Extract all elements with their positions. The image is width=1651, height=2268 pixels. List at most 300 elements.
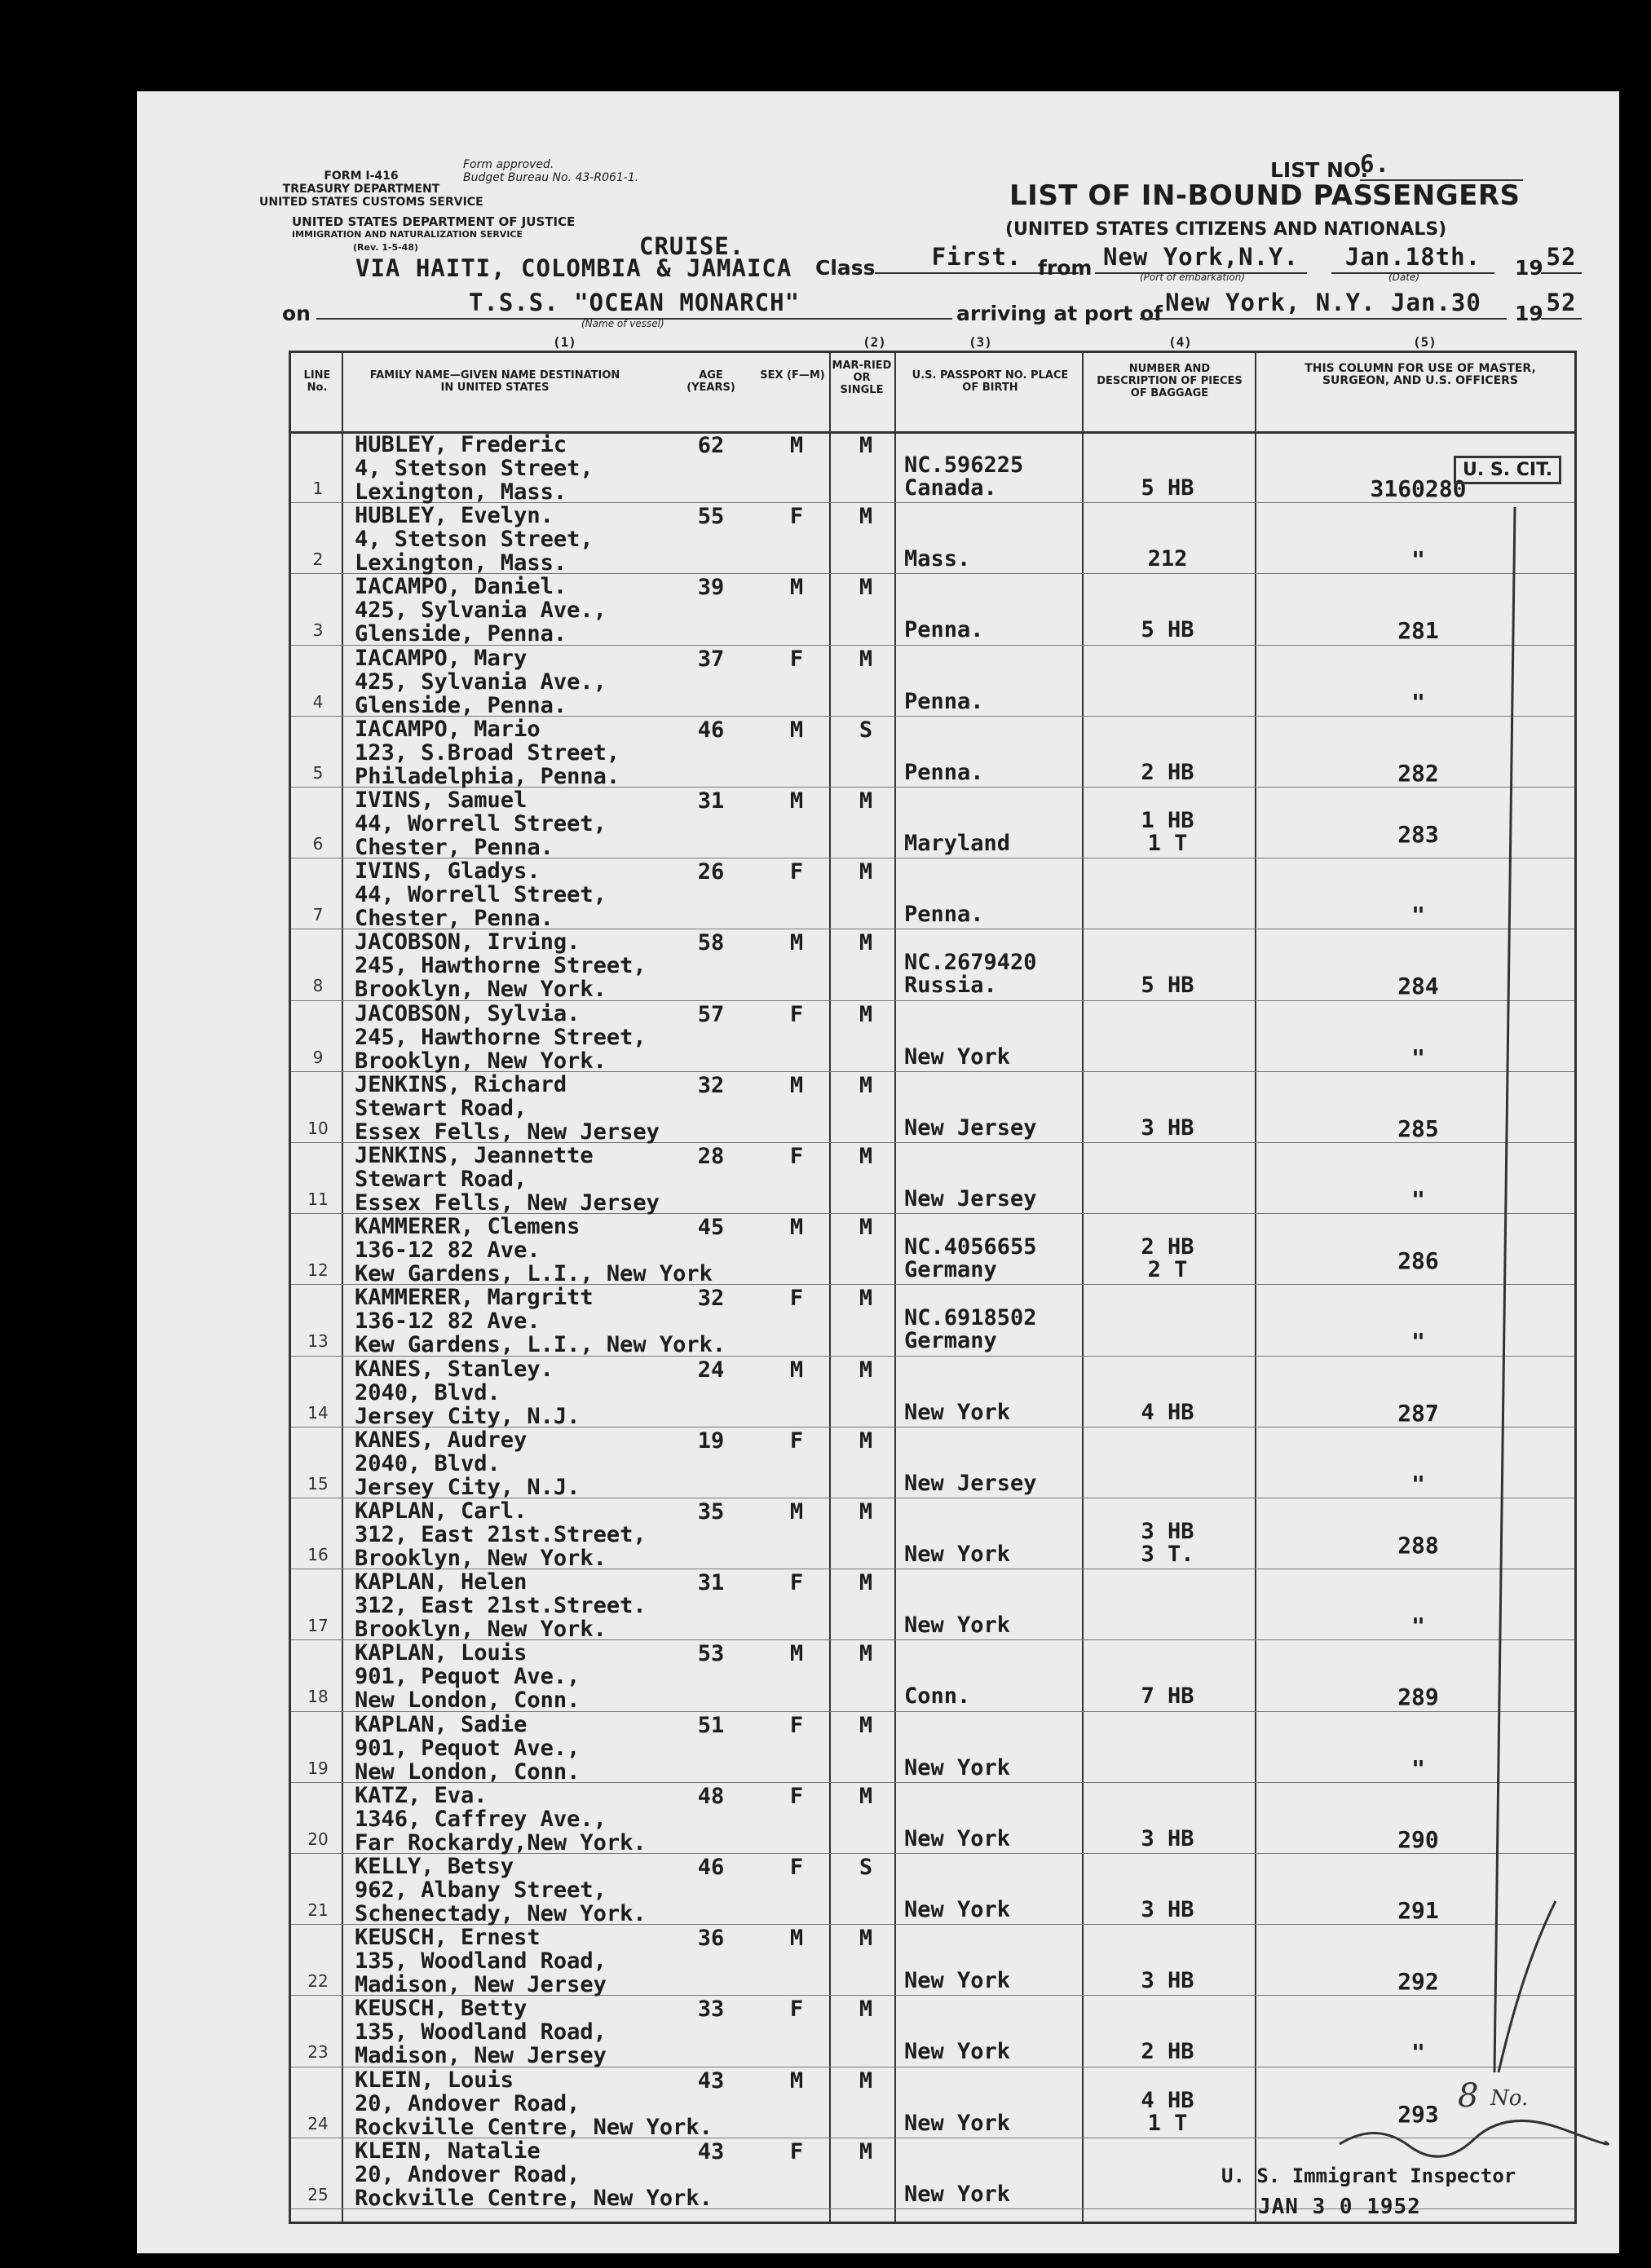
treasury-dept: TREASURY DEPARTMENT [282, 183, 440, 196]
passport-birthplace [904, 688, 1075, 714]
age: 37 [697, 646, 725, 672]
line-number: 9 [312, 1047, 324, 1067]
passenger-name-address [355, 1997, 713, 2067]
passport-birthplace [904, 619, 1075, 642]
address-line: Brooklyn, New York. [355, 1617, 607, 1643]
header-sex: SEX (F—M) [760, 369, 825, 382]
marital-status: S [859, 717, 873, 743]
cruise-label: CRUISE. [639, 232, 745, 260]
passenger-name: IACAMPO, Mary [355, 645, 528, 671]
marital-status: M [859, 433, 873, 458]
address-line: Chester, Penna. [355, 906, 554, 932]
line-number: 3 [312, 620, 324, 641]
marital-status: M [859, 1641, 873, 1667]
form-approved: Form approved. [463, 158, 554, 171]
passenger-name-address [355, 1428, 713, 1499]
marital-status: M [859, 575, 873, 601]
passenger-name: KAPLAN, Carl. [355, 1498, 528, 1524]
column-number: (2) [863, 334, 886, 350]
baggage [1086, 1520, 1249, 1566]
header-line-no: LINE No. [303, 369, 331, 394]
vessel-caption: (Name of vessel) [581, 318, 664, 329]
address-line: Rockville Centre, New York. [355, 2185, 713, 2211]
passport-birthplace [904, 1114, 1075, 1141]
sex: F [789, 859, 804, 885]
table-row [291, 2067, 1574, 2138]
line-number: 4 [312, 691, 324, 712]
officer-notes: " [1411, 1186, 1425, 1213]
baggage-line: 7 HB [1141, 1683, 1194, 1710]
line-number: 12 [307, 1260, 329, 1281]
address-line: Chester, Penna. [355, 835, 554, 860]
line-number: 19 [307, 1758, 329, 1778]
passport-line: NC.2679420 [904, 950, 1037, 976]
list-no-label: LIST NO. [1270, 158, 1369, 182]
passenger-name-address [355, 717, 713, 788]
marital-status: M [859, 1072, 873, 1098]
marital-status: M [859, 1144, 873, 1169]
address-line: 20, Andover Road, [355, 2161, 580, 2187]
address-line: 136-12 82 Ave. [355, 1308, 541, 1335]
address-line: Rockville Centre, New York. [355, 2114, 713, 2140]
vessel-name: T.S.S. "OCEAN MONARCH" [316, 289, 952, 320]
sex: M [789, 788, 804, 814]
sex: M [789, 433, 804, 458]
passport-line: NC.6918502 [904, 1305, 1037, 1331]
table-row [291, 1995, 1574, 2067]
passenger-name: IACAMPO, Mario [355, 716, 541, 742]
table-row [291, 645, 1574, 717]
baggage-line: 5 HB [1141, 973, 1194, 999]
age: 36 [697, 1926, 725, 1952]
baggage-line: 3 HB [1141, 1825, 1194, 1851]
passport-line: Penna. [904, 617, 984, 643]
age: 28 [697, 1144, 725, 1169]
passport-line: Penna. [904, 902, 984, 928]
punch-hole [39, 140, 90, 191]
baggage [1086, 1899, 1249, 1922]
age: 57 [697, 1001, 725, 1027]
class-label: Class [815, 256, 876, 280]
address-line: 44, Worrell Street, [355, 811, 607, 836]
justice-dept: UNITED STATES DEPARTMENT OF JUSTICE [292, 214, 576, 229]
officer-notes: " [1411, 1044, 1425, 1071]
passport-birthplace [904, 548, 1075, 571]
passenger-name: KAMMERER, Margritt [355, 1285, 594, 1311]
passport-birthplace [904, 1046, 1075, 1069]
table-row [291, 502, 1574, 574]
passenger-name-address [355, 1499, 713, 1570]
officer-notes: " [1411, 688, 1425, 716]
passport-line: New York [904, 1399, 1011, 1425]
passenger-name-address [355, 2068, 713, 2139]
date-stamp: JAN 3 0 1952 [1258, 2195, 1421, 2219]
ins-service: IMMIGRATION AND NATURALIZATION SERVICE [292, 229, 523, 240]
passenger-name-address [355, 1357, 713, 1428]
passenger-name: JENKINS, Jeannette [355, 1143, 594, 1168]
sex: M [789, 1641, 804, 1667]
address-line: Jersey City, N.J. [355, 1403, 580, 1429]
passport-line: Germany [904, 1328, 997, 1354]
address-line: 20, Andover Road, [355, 2090, 580, 2116]
officer-notes: " [1411, 1613, 1425, 1640]
marital-status: M [859, 1427, 873, 1454]
baggage [1086, 2089, 1249, 2135]
passenger-name: HUBLEY, Frederic [355, 432, 567, 457]
baggage-line: 2 HB [1141, 759, 1194, 785]
sex: F [789, 1855, 804, 1880]
sex: F [789, 1144, 804, 1169]
line-number: 17 [307, 1616, 329, 1636]
passenger-name: JACOBSON, Irving. [355, 929, 580, 955]
sex: M [789, 2067, 804, 2094]
address-line: 312, East 21st.Street, [355, 1522, 647, 1547]
passport-birthplace [904, 1401, 1075, 1424]
table-row [291, 1071, 1574, 1143]
document-title: LIST OF IN-BOUND PASSENGERS [1009, 179, 1521, 212]
baggage-line: 3 HB [1141, 1897, 1194, 1922]
passenger-name-address [355, 1713, 713, 1784]
baggage-line: 2 HB [1141, 2039, 1194, 2065]
baggage [1086, 619, 1249, 642]
passenger-name-address [355, 859, 713, 930]
punch-hole [39, 2174, 90, 2225]
handwritten-page-no: 8 [1458, 2077, 1479, 2115]
address-line: Essex Fells, New Jersey [355, 1190, 660, 1216]
address-line: 901, Pequot Ave., [355, 1735, 580, 1761]
passenger-name: KAPLAN, Louis [355, 1640, 528, 1666]
address-line: 312, East 21st.Street. [355, 1593, 647, 1619]
officer-notes: 283 [1397, 821, 1439, 848]
column-number: (4) [1168, 334, 1192, 350]
address-line: 135, Woodland Road, [355, 2019, 607, 2045]
passenger-name: KANES, Stanley. [355, 1356, 554, 1382]
punch-hole [39, 1290, 90, 1340]
passenger-name: KEUSCH, Betty [355, 1996, 528, 2022]
table-header [291, 353, 1574, 434]
line-number: 7 [312, 905, 324, 925]
age: 19 [697, 1427, 725, 1454]
officer-notes: 3160280 [1370, 475, 1467, 502]
marital-status: M [859, 2067, 873, 2094]
passport-line: New York [904, 1542, 1011, 1567]
table-row [291, 1569, 1574, 1643]
address-line: Glenside, Penna. [355, 621, 567, 647]
age: 43 [697, 2138, 725, 2164]
passenger-name-address [355, 788, 713, 859]
baggage-line: 2 HB [1141, 1234, 1194, 1260]
marital-status: M [859, 859, 873, 885]
passport-line: Canada. [904, 475, 997, 501]
address-line: Kew Gardens, L.I., New York [355, 1261, 713, 1287]
passport-birthplace [904, 903, 1075, 926]
passenger-name-address [355, 1926, 713, 1997]
address-line: 135, Woodland Road, [355, 1948, 607, 1975]
header-age: AGE (YEARS) [686, 369, 735, 394]
table-row [291, 787, 1574, 858]
passport-line: Russia. [904, 973, 997, 999]
sex: M [789, 1215, 804, 1241]
address-line: 2040, Blvd. [355, 1450, 501, 1476]
arrival-year: 52 [1541, 289, 1582, 320]
form-number: FORM I-416 [324, 170, 399, 183]
sex: F [789, 1712, 804, 1738]
table-row [291, 1213, 1574, 1285]
baggage-line: 4 HB [1141, 1399, 1194, 1425]
column-number: (1) [553, 334, 576, 350]
baggage-line: 5 HB [1141, 617, 1194, 643]
age: 62 [697, 433, 725, 458]
address-line: Essex Fells, New Jersey [355, 1119, 660, 1145]
baggage-line: 3 HB [1141, 1519, 1194, 1544]
passenger-name: KAMMERER, Clemens [355, 1214, 580, 1240]
address-line: 4, Stetson Street, [355, 527, 594, 553]
passport-line: Penna. [904, 759, 984, 785]
approval-block [463, 158, 732, 184]
baggage [1086, 761, 1249, 784]
passport-line: NC.4056655 [904, 1234, 1037, 1260]
age: 45 [697, 1215, 725, 1241]
line-number: 25 [307, 2184, 329, 2204]
address-line: Madison, New Jersey [355, 1972, 607, 1998]
address-line: 136-12 82 Ave. [355, 1238, 541, 1264]
officer-notes: " [1411, 1470, 1425, 1498]
address-line: 245, Hawthorne Street, [355, 953, 647, 979]
baggage-line: 1 T [1147, 2110, 1188, 2136]
age: 58 [697, 930, 725, 956]
passport-line: Maryland [904, 831, 1011, 856]
marital-status: M [859, 1926, 873, 1952]
on-label: on [282, 302, 311, 325]
passport-line: NC.596225 [904, 452, 1024, 478]
line-number: 20 [307, 1829, 329, 1849]
table-row [291, 1356, 1574, 1427]
port-caption: (Port of embarkation) [1140, 271, 1246, 283]
age: 46 [697, 1855, 725, 1880]
baggage-line: 1 HB [1141, 808, 1194, 833]
sex: M [789, 575, 804, 601]
officer-notes: 290 [1397, 1825, 1439, 1853]
passport-line: New York [904, 1044, 1011, 1070]
officer-notes: " [1411, 1328, 1425, 1356]
line-number: 10 [307, 1118, 329, 1138]
class-value: First. [875, 243, 1079, 274]
passport-birthplace [904, 1543, 1075, 1566]
address-line: 123, S.Broad Street, [355, 739, 620, 766]
date-caption: (Date) [1388, 271, 1420, 283]
marital-status: M [859, 1215, 873, 1241]
handwritten-no: No. [1490, 2086, 1529, 2111]
sex: F [789, 1427, 804, 1454]
table-row [291, 716, 1574, 788]
punch-hole [39, 1143, 90, 1194]
age: 33 [697, 1997, 725, 2023]
passenger-name-address [355, 504, 713, 575]
passenger-name: KLEIN, Natalie [355, 2138, 541, 2164]
marital-status: S [859, 1855, 873, 1880]
document-subtitle: (UNITED STATES CITIZENS AND NATIONALS) [1005, 219, 1447, 240]
age: 35 [697, 1499, 725, 1525]
officer-notes: 291 [1397, 1897, 1439, 1924]
sex: F [789, 504, 804, 530]
age: 31 [697, 788, 725, 814]
passport-line: Penna. [904, 688, 984, 714]
passport-birthplace [904, 2112, 1075, 2135]
age: 55 [697, 504, 725, 530]
passport-birthplace [904, 2183, 1075, 2206]
header-passport: U.S. PASSPORT NO. PLACE OF BIRTH [912, 369, 1069, 394]
manifest-page [137, 91, 1619, 2253]
address-line: Stewart Road, [355, 1095, 528, 1121]
passport-birthplace [904, 1614, 1075, 1637]
baggage-line: 2 T [1147, 1257, 1188, 1283]
sex: M [789, 930, 804, 956]
passenger-name-address [355, 1215, 713, 1286]
line-number: 11 [307, 1189, 329, 1209]
baggage [1086, 1236, 1249, 1282]
passenger-name-address [355, 1641, 713, 1712]
table-row [291, 1924, 1574, 1996]
table-row [291, 858, 1574, 932]
sex: M [789, 717, 804, 743]
line-number: 23 [307, 2042, 329, 2063]
baggage [1086, 1970, 1249, 1992]
passenger-name: KAPLAN, Helen [355, 1569, 528, 1595]
officer-notes: " [1411, 546, 1425, 574]
officer-notes: " [1411, 2039, 1425, 2067]
address-line: 44, Worrell Street, [355, 882, 607, 908]
sex: F [789, 1783, 804, 1809]
baggage-line: 5 HB [1141, 475, 1194, 501]
sex: M [789, 1357, 804, 1383]
header-baggage: NUMBER AND DESCRIPTION OF PIECES OF BAGGAGE [1097, 363, 1243, 399]
passenger-name: IVINS, Samuel [355, 788, 528, 813]
baggage-line: 3 T. [1141, 1542, 1194, 1567]
baggage [1086, 2041, 1249, 2063]
passport-birthplace [904, 1685, 1075, 1708]
passport-birthplace [904, 1970, 1075, 1992]
us-citizen-stamp: U. S. CIT. [1454, 456, 1561, 484]
column-number: (5) [1413, 334, 1437, 350]
officer-notes: 285 [1397, 1114, 1439, 1142]
officer-notes: 286 [1397, 1247, 1439, 1275]
age: 31 [697, 1570, 725, 1596]
age: 46 [697, 717, 725, 743]
passport-birthplace [904, 2041, 1075, 2063]
address-line: Brooklyn, New York. [355, 1048, 607, 1074]
passport-line: New York [904, 2039, 1011, 2065]
arrival-port-date: New York, N.Y. Jan.30 [1140, 289, 1507, 320]
line-number: 15 [307, 1473, 329, 1494]
sex: M [789, 1926, 804, 1952]
age: 24 [697, 1357, 725, 1383]
header-name: FAMILY NAME—GIVEN NAME DESTINATION IN UNITED STATES [369, 369, 620, 394]
table-row [291, 573, 1574, 645]
marital-status: M [859, 504, 873, 530]
address-line: 962, Albany Street, [355, 1877, 607, 1903]
sex: F [789, 646, 804, 672]
year-prefix: 19 [1515, 302, 1543, 325]
address-line: Madison, New Jersey [355, 2043, 607, 2069]
address-line: Stewart Road, [355, 1167, 528, 1192]
address-line: 425, Sylvania Ave., [355, 668, 607, 695]
list-no-value: 6. [1360, 150, 1523, 181]
passport-birthplace [904, 1754, 1075, 1780]
passport-birthplace [904, 1472, 1075, 1495]
inspector-stamp: U. S. Immigrant Inspector [1221, 2164, 1516, 2187]
route-via: VIA HAITI, COLOMBIA & JAMAICA [355, 254, 792, 282]
table-row [291, 1853, 1574, 1925]
passport-birthplace [904, 1899, 1075, 1922]
age: 32 [697, 1286, 725, 1312]
customs-service: UNITED STATES CUSTOMS SERVICE [259, 196, 483, 209]
table-row [291, 1711, 1574, 1783]
passenger-name-address [355, 1144, 713, 1215]
address-line: Lexington, Mass. [355, 479, 567, 505]
table-row [291, 1142, 1574, 1214]
embarkation-date: Jan.18th. [1331, 243, 1494, 274]
passenger-name-address [355, 1570, 713, 1641]
marital-status: M [859, 930, 873, 956]
passenger-name: JACOBSON, Sylvia. [355, 1000, 580, 1026]
baggage [1086, 974, 1249, 997]
passport-line: New Jersey [904, 1186, 1037, 1211]
passenger-name: KEUSCH, Ernest [355, 1925, 541, 1951]
line-number: 6 [312, 834, 324, 854]
baggage [1086, 1114, 1249, 1141]
passenger-name: KLEIN, Louis [355, 2067, 514, 2093]
marital-status: M [859, 1499, 873, 1525]
baggage [1086, 548, 1249, 571]
sex: F [789, 1570, 804, 1596]
passenger-name: KAPLAN, Sadie [355, 1711, 528, 1737]
table-row [291, 929, 1574, 1003]
passport-birthplace [904, 454, 1075, 500]
form-revision: (Rev. 1-5-48) [352, 242, 418, 253]
baggage [1086, 477, 1249, 500]
officer-notes: 284 [1397, 973, 1439, 1000]
passenger-name: KANES, Audrey [355, 1427, 528, 1453]
marital-status: M [859, 1997, 873, 2023]
line-number: 13 [307, 1331, 329, 1352]
passenger-name-address [355, 1784, 713, 1855]
officer-notes: 287 [1397, 1399, 1439, 1427]
agency-block [259, 170, 483, 209]
marital-status: M [859, 646, 873, 672]
sex: F [789, 1997, 804, 2023]
table-row [291, 1782, 1574, 1854]
passenger-name: KATZ, Eva. [355, 1782, 488, 1808]
address-line: Kew Gardens, L.I., New York. [355, 1332, 726, 1358]
line-number: 21 [307, 1900, 329, 1920]
passenger-name-address [355, 930, 713, 1001]
table-row [291, 1427, 1574, 1498]
baggage [1086, 810, 1249, 855]
age: 43 [697, 2067, 725, 2094]
age: 39 [697, 575, 725, 601]
line-number: 24 [307, 2113, 329, 2133]
age: 26 [697, 859, 725, 885]
passport-line: New York [904, 2181, 1011, 2207]
header-married: MAR-RIED OR SINGLE [832, 360, 892, 396]
passenger-name-address [355, 1285, 726, 1358]
sex: F [789, 1286, 804, 1312]
officer-notes: 281 [1397, 617, 1439, 645]
arriving-label: arriving at port of [956, 302, 1163, 325]
officer-notes: " [1411, 1754, 1425, 1782]
line-number: 22 [307, 1971, 329, 1992]
baggage-line: 3 HB [1141, 1968, 1194, 1994]
